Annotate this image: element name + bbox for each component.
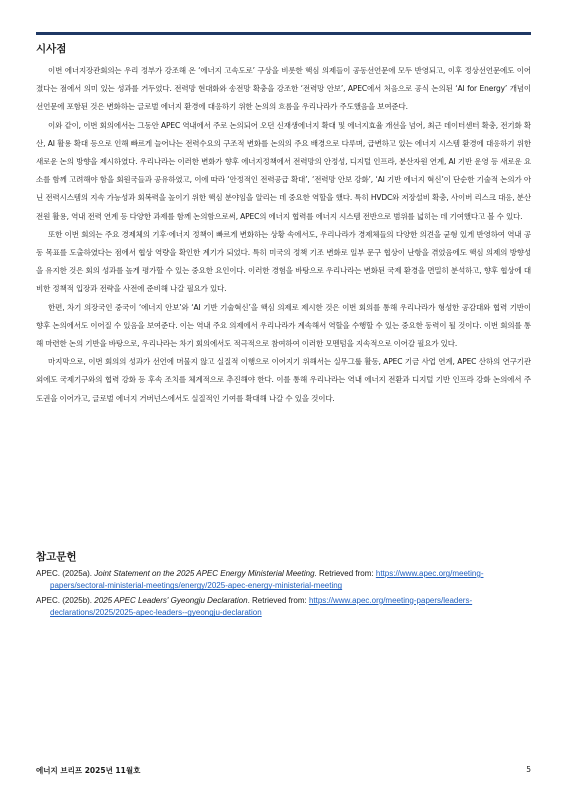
reference-title: Joint Statement on the 2025 APEC Energy Ministerial Meeting <box>94 569 315 578</box>
paragraph: 이와 같이, 이번 회의에서는 그동안 APEC 역내에서 주로 논의되어 오던 신재생에너지 확대 및 에너지효율 개선을 넘어, 최근 데이터센터 확충, 전기화 확산, AI 활용 확대 등으로 인해 빠르게 늘어나는 전력수요의 구조적 변화를 논의의 주요 배경으로 다루며, 급변하고 있는 에너지 시스템 환경에 대응하기 위한 새로운 논의 방향을 제시하였다. 우리나라는 이러한 변화가 향후 에너지정책에서 전력망의 안정성, 디지털 인프라, 분산자원 연계, AI 기반 운영 등 새로운 요소를 함께 고려해야 함을 회원국들과 공유하였고, 이에 따라 ‘안정적인 전력공급 확대’, ‘전력망 안보 강화’, ‘AI 기반 에너지 혁신’이 단순한 기술적 논의가 아닌 전력시스템의 지속 가능성과 회복력을 높이기 위한 핵심 분야임을 알리는 데 중요한 역할을 했다. 특히 HVDC와 저장설비 확충, 사이버 리스크 대응, 분산전원 활용, 역내 전력 연계 등 다양한 과제를 함께 논의함으로써, APEC의 에너지 협력를 에너지 시스템 전반으로 범위를 넓히는 데 기여했다고 볼 수 있다. <box>36 120 531 221</box>
reference-suffix: . Retrieved from: <box>247 595 309 605</box>
paragraph: 한편, 차기 의장국인 중국이 ‘에너지 안보’와 ‘AI 기반 기술혁신’을 핵심 의제로 제시한 것은 이번 회의를 통해 우리나라가 형성한 공감대와 협력 기반이 향후 논의에서도 이어질 수 있음을 보여준다. 이는 역내 주요 의제에서 우리나라가 계속해서 역할을 수행할 수 있는 중요한 동력이 될 것이다. 이번 회의를 통해 마련한 논의 기반을 바탕으로, 우리나라는 차기 회의에서도 적극적으로 참여하여 이러한 모멘텀을 지속적으로 이어갈 필요가 있다. <box>36 302 531 349</box>
body-text <box>36 62 531 408</box>
page-number: 5 <box>526 765 531 774</box>
reference-link[interactable]: https://www.apec.org/meeting-papers/sectoral-ministerial-meetings/energy/2025-apec-energy-ministerial-meeting <box>50 569 484 591</box>
references-title: 참고문헌 <box>36 551 77 563</box>
top-rule <box>36 32 531 35</box>
reference-suffix: . Retrieved from: <box>314 569 376 578</box>
reference-link[interactable]: https://www.apec.org/meeting-papers/leaders-declarations/2025/2025-apec-leaders--gyeongju-declaration <box>50 595 473 618</box>
reference-prefix: APEC. (2025b). <box>36 595 95 605</box>
reference-item <box>36 568 531 593</box>
footer-title: 에너지 브리프 2025년 11월호 <box>36 766 141 775</box>
paragraph: 마지막으로, 이번 회의의 성과가 선언에 머물지 않고 실질적 이행으로 이어지기 위해서는 실무그룹 활동, APEC 기금 사업 연계, APEC 산하의 연구기관 외에도 국제기구와의 협력 강화 등 후속 조치를 체계적으로 추진해야 한다. 이를 통해 우리나라는 역내 에너지 전환과 디지털 기반 인프라 강화 논의에서 주도권을 이어가고, 글로벌 에너지 거버넌스에서도 실질적인 기여를 확대해 나갈 수 있을 것이다. <box>36 357 531 403</box>
reference-title: 2025 APEC Leaders' Gyeongju Declaration <box>94 595 248 605</box>
reference-list <box>36 568 531 622</box>
reference-item <box>36 595 531 620</box>
reference-prefix: APEC. (2025a). <box>36 569 95 578</box>
paragraph: 이번 에너지장관회의는 우리 정부가 강조해 온 ‘에너지 고속도로’ 구상을 비롯한 핵심 의제들이 공동선언문에 모두 반영되고, 이후 정상선언문에도 이어졌다는 점에서 의미 있는 성과를 거두었다. 전력망 현대화와 송전망 확충을 강조한 ‘전력망 안보’, APEC에서 처음으로 공식 논의된 ‘AI for Energy’ 개념이 선언문에 포함된 것은 변화하는 글로벌 에너지 환경에 대응하기 위한 논의의 흐름을 우리나라가 주도했음을 보여준다. <box>36 66 531 112</box>
paragraph: 또한 이번 회의는 주요 경제체의 기후·에너지 정책이 빠르게 변화하는 상황 속에서도, 우리나라가 경제체들의 다양한 의견을 균형 있게 반영하여 역내 공동 목표를 도출하였다는 점에서 협상 역량을 확인한 계기가 되었다. 특히 미국의 정책 기조 변화로 일부 문구 협상이 난항을 겪었음에도 핵심 의제의 방향성을 유지한 것은 회의 성과를 높게 평가할 수 있는 중요한 요인이다. 이러한 경험을 바탕으로 우리나라는 변화된 국제 환경을 면밀히 분석하고, 향후 협상에 대비한 정책적 입장과 전략을 사전에 준비해 나갈 필요가 있다. <box>36 229 531 294</box>
page-footer <box>36 765 531 776</box>
section-title: 시사점 <box>36 43 67 55</box>
